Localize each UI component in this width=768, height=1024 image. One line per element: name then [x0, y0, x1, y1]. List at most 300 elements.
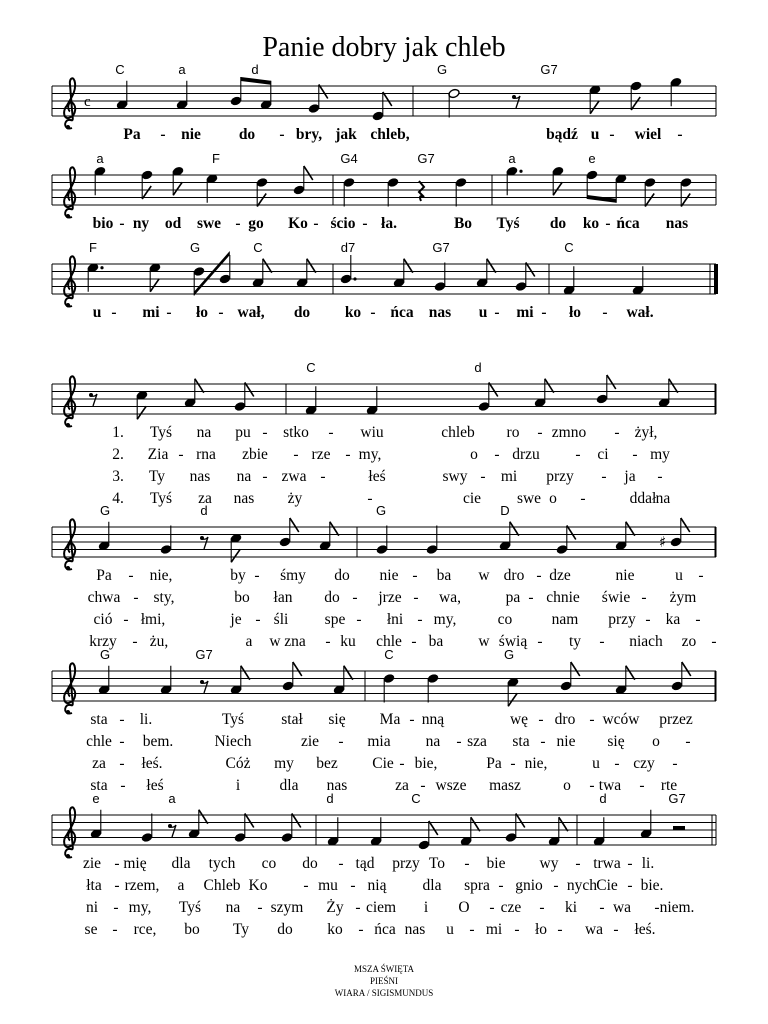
lyric-syllable: za — [395, 777, 409, 794]
flag — [489, 383, 498, 397]
note — [260, 81, 272, 110]
note — [94, 166, 106, 195]
note — [87, 262, 104, 291]
lyric-syllable: u — [592, 755, 600, 772]
lyric-syllable: - — [685, 733, 691, 750]
lyric-syllable: - — [119, 711, 125, 728]
flag — [195, 379, 204, 393]
flag — [307, 259, 316, 273]
lyric-syllable: pu — [235, 424, 251, 441]
lyric-syllable: mi — [516, 304, 534, 321]
note — [552, 166, 564, 195]
lyric-syllable: - — [645, 611, 651, 628]
flag — [571, 662, 580, 676]
lyric-syllable: stał — [281, 711, 303, 728]
lyric-syllable: - — [411, 633, 417, 650]
flag — [344, 666, 353, 680]
lyric-syllable: chleb, — [370, 126, 410, 143]
lyric-syllable: Tyś — [149, 490, 173, 507]
lyric-syllable: drzu — [512, 446, 540, 463]
note — [499, 522, 519, 551]
beam — [241, 77, 271, 85]
lyric-syllable: przy — [546, 468, 574, 485]
lyric-syllable: - — [677, 126, 683, 143]
lyric-syllable: wa, — [439, 589, 461, 606]
note — [383, 673, 395, 702]
lyric-syllable: - — [537, 424, 543, 441]
lyric-syllable: chnie — [546, 589, 580, 606]
flag — [681, 518, 690, 532]
lyric-syllable: ńca — [616, 215, 640, 232]
lyric-syllable: - — [464, 855, 470, 872]
lyric-syllable: nie — [181, 126, 201, 143]
lyric-syllable: dro — [554, 711, 576, 728]
lyric-syllable: się — [328, 711, 346, 728]
flag — [330, 522, 339, 536]
flag — [429, 821, 438, 835]
lyric-syllable: łeś — [146, 777, 164, 794]
lyric-syllable: ddał — [629, 490, 657, 507]
lyric-syllable: - — [528, 589, 534, 606]
lyric-syllable: dla — [171, 855, 191, 872]
lyric-syllable: - — [614, 424, 620, 441]
lyric-syllable: u — [675, 567, 683, 584]
lyric-syllable: 4. — [112, 490, 124, 507]
lyric-syllable: co — [497, 611, 513, 628]
flag — [626, 522, 635, 536]
lyric-syllable: o — [652, 733, 660, 750]
lyric-syllable: Tyś — [178, 899, 202, 916]
lyric-syllable: mia — [367, 733, 391, 750]
lyric-syllable: Cie — [596, 877, 618, 894]
note — [279, 518, 299, 547]
lyric-syllable: my — [274, 755, 294, 772]
lyric-syllable: Pa — [486, 755, 502, 772]
lyric-syllable: - — [601, 468, 607, 485]
note — [141, 814, 153, 843]
lyric-syllable: o — [549, 490, 557, 507]
lyric-syllable: nie, — [524, 755, 548, 772]
note — [327, 817, 339, 846]
lyric-syllable: ba — [428, 633, 444, 650]
lyric-syllable: 2. — [112, 446, 124, 463]
lyric-syllable: - — [654, 899, 660, 916]
lyric-syllable: chleb — [441, 424, 475, 441]
flag — [404, 259, 413, 273]
lyric-syllable: ki — [564, 899, 578, 916]
lyric-syllable: - — [293, 446, 299, 463]
lyric-syllable: swe — [516, 490, 542, 507]
note — [305, 386, 317, 415]
lyric-syllable: śmy — [280, 567, 306, 584]
lyric-syllable: - — [313, 215, 319, 232]
chord-symbol: a — [178, 62, 186, 77]
lyric-syllable: sta — [90, 711, 108, 728]
lyric-syllable: dla — [422, 877, 442, 894]
lyric-syllable: - — [362, 215, 368, 232]
lyric-syllable: - — [320, 468, 326, 485]
lyric-syllable: - — [355, 899, 361, 916]
lyric-syllable: - — [128, 567, 134, 584]
lyric-syllable: - — [120, 777, 126, 794]
lyric-syllable: Ty — [148, 468, 166, 485]
lyric-syllable: niem. — [659, 899, 695, 916]
treble-clef-dot — [66, 566, 70, 570]
flag — [263, 259, 272, 273]
note — [586, 170, 598, 199]
lyric-syllable: zwa — [281, 468, 307, 485]
lyric-syllable: co — [261, 855, 277, 872]
lyric-syllable: ja — [624, 468, 636, 485]
lyric-syllable: - — [599, 899, 605, 916]
note — [593, 817, 605, 846]
chord-symbol: C — [384, 647, 394, 662]
footer-credits — [335, 964, 434, 998]
lyric-syllable: Bo — [453, 215, 473, 232]
lyric-syllable: rzem, — [124, 877, 160, 894]
note — [548, 817, 568, 846]
lyric-syllable: - — [539, 899, 545, 916]
lyric-syllable: jrze — [378, 589, 402, 606]
lyric-syllable: nas — [326, 777, 348, 794]
lyric-syllable: szym — [270, 899, 304, 916]
chord-symbol: C — [564, 240, 574, 255]
lyric-syllable: krzy — [89, 633, 117, 650]
lyric-syllable: od — [164, 215, 182, 232]
lyric-syllable: ko — [582, 215, 600, 232]
lyric-syllable: się — [607, 733, 625, 750]
chord-symbol: F — [212, 151, 220, 166]
lyric-syllable: trwa — [593, 855, 621, 872]
chord-symbol: d7 — [340, 240, 356, 255]
lyric-syllable: mi — [500, 468, 518, 485]
lyric-syllable: - — [553, 877, 559, 894]
lyric-syllable: - — [639, 777, 645, 794]
lyric-syllable: dze — [549, 567, 571, 584]
lyric-syllable: - — [254, 567, 260, 584]
sharp-icon: ♯ — [659, 533, 667, 551]
chord-symbol: G7 — [417, 151, 435, 166]
note — [230, 77, 242, 106]
note — [418, 821, 438, 850]
lyric-syllable: wa — [584, 921, 604, 938]
eighth-rest-stem — [91, 394, 97, 406]
lyric-syllable: - — [695, 611, 701, 628]
note — [149, 262, 161, 291]
lyric-syllable: - — [575, 446, 581, 463]
lyric-syllable: na — [425, 733, 441, 750]
flag — [231, 549, 240, 562]
flag — [293, 662, 302, 676]
chord-symbol: G — [375, 503, 387, 518]
lyric-syllable: - — [632, 446, 638, 463]
note — [506, 166, 523, 195]
lyric-syllable: bądź — [546, 126, 578, 143]
flag — [590, 101, 599, 114]
note — [427, 673, 439, 702]
note — [376, 526, 388, 555]
lyric-syllable: ńca — [374, 921, 396, 938]
note — [160, 526, 172, 555]
lyric-syllable: Ty — [232, 921, 250, 938]
lyric-syllable: spe — [324, 611, 346, 628]
lyric-syllable: - — [325, 633, 331, 650]
staff-system — [52, 151, 716, 232]
lyric-syllable: - — [358, 921, 364, 938]
lyric-syllable: na — [225, 899, 241, 916]
lyric-syllable: bo — [184, 921, 200, 938]
lyric-syllable: tych — [208, 855, 236, 872]
note — [478, 383, 498, 412]
note — [281, 814, 301, 843]
lyric-syllable: - — [303, 877, 309, 894]
note — [671, 662, 691, 691]
lyric-syllable: - — [609, 126, 615, 143]
lyric-syllable: w — [478, 567, 490, 584]
lyric-syllable: łni — [386, 611, 404, 628]
lyric-syllable: - — [123, 611, 129, 628]
flag — [545, 379, 554, 393]
lyric-syllable: Niech — [214, 733, 252, 750]
chord-symbol: G7 — [195, 647, 213, 662]
flag — [290, 518, 299, 532]
note — [252, 259, 272, 288]
chord-symbol: G4 — [340, 151, 358, 166]
chord-symbol: d — [599, 791, 607, 806]
lyric-syllable: a — [177, 877, 185, 894]
lyric-syllable: - — [409, 711, 415, 728]
lyric-syllable: Pa — [96, 567, 112, 584]
lyric-syllable: - — [627, 855, 633, 872]
note — [476, 259, 496, 288]
lyric-syllable: nas — [189, 468, 211, 485]
chord-symbol: C — [306, 360, 316, 375]
lyric-syllable: - — [589, 777, 595, 794]
flag — [607, 375, 616, 389]
lyric-syllable: je — [230, 611, 242, 628]
lyric-syllable: - — [494, 304, 500, 321]
lyric-syllable: Tyś — [496, 215, 520, 232]
lyric-syllable: żym — [669, 589, 697, 606]
chord-symbol: C — [253, 240, 263, 255]
note — [234, 814, 254, 843]
lyric-syllable: bo — [234, 589, 250, 606]
treble-clef-dot — [66, 125, 70, 129]
lyric-syllable: Cie — [372, 755, 394, 772]
note — [632, 266, 644, 295]
lyric-syllable: - — [255, 611, 261, 628]
lyric-syllable: wców — [602, 711, 640, 728]
lyric-syllable: - — [541, 304, 547, 321]
note — [563, 266, 575, 295]
note — [460, 817, 480, 846]
lyric-syllable: zo — [681, 633, 697, 650]
lyric-syllable: - — [113, 899, 119, 916]
lyric-syllable: - — [133, 589, 139, 606]
staff-system — [52, 791, 716, 938]
lyric-syllable: bem. — [142, 733, 174, 750]
lyric-syllable: - — [580, 490, 586, 507]
song-title: Panie dobry jak chleb — [262, 32, 506, 63]
lyric-syllable: ło — [534, 921, 548, 938]
lyric-syllable: przez — [659, 711, 693, 728]
lyric-syllable: - — [132, 633, 138, 650]
lyric-syllable: śli — [273, 611, 289, 628]
lyric-syllable: - — [328, 424, 334, 441]
flag — [567, 526, 576, 540]
lyric-syllable: - — [510, 755, 516, 772]
flag — [526, 263, 535, 277]
flag — [516, 814, 525, 828]
lyric-syllable: do — [334, 567, 350, 584]
note — [596, 375, 616, 404]
lyric-syllable: ty — [568, 633, 582, 650]
lyric-syllable: a — [245, 633, 253, 650]
lyric-syllable: - — [119, 733, 125, 750]
lyric-syllable: - — [166, 304, 172, 321]
flag — [245, 814, 254, 828]
chord-symbol: G7 — [668, 791, 686, 806]
lyric-syllable: bez — [316, 755, 338, 772]
chord-symbol: d — [200, 503, 208, 518]
lyric-syllable: - — [399, 755, 405, 772]
note — [366, 386, 378, 415]
lyric-syllable: u — [478, 304, 488, 321]
lyric-syllable: ko — [327, 921, 343, 938]
lyric-syllable: nas — [233, 490, 255, 507]
lyric-syllable: - — [538, 711, 544, 728]
lyric-syllable: wa — [612, 899, 632, 916]
staff-system — [52, 647, 716, 794]
lyric-syllable: - — [352, 589, 358, 606]
flag — [199, 810, 208, 824]
lyric-syllable: - — [711, 633, 717, 650]
note — [370, 817, 382, 846]
lyric-syllable: niach — [629, 633, 663, 650]
lyric-syllable: ba — [436, 567, 452, 584]
lyric-syllable: ńca — [390, 304, 414, 321]
chord-symbol: e — [92, 791, 100, 806]
lyric-syllable: - — [614, 755, 620, 772]
lyric-syllable: sty, — [153, 589, 175, 606]
chord-symbol: d — [251, 62, 259, 77]
note — [188, 810, 208, 839]
lyric-syllable: - — [469, 921, 475, 938]
lyric-syllable: - — [356, 611, 362, 628]
lyric-syllable: za — [198, 490, 212, 507]
lyric-syllable: rte — [660, 777, 678, 794]
chord-symbol: a — [96, 151, 104, 166]
lyric-syllable: do — [302, 855, 318, 872]
note — [448, 88, 460, 117]
note — [644, 177, 656, 206]
lyric-syllable: nam — [551, 611, 579, 628]
note — [658, 379, 678, 408]
lyric-syllable: ścio — [330, 215, 356, 232]
lyric-syllable: - — [575, 855, 581, 872]
lyric-syllable: przy — [608, 611, 636, 628]
lyric-syllable: li. — [641, 855, 655, 872]
lyric-syllable: - — [412, 567, 418, 584]
lyric-syllable: - — [672, 755, 678, 772]
lyric-syllable: rze — [311, 446, 331, 463]
lyric-syllable: bie. — [640, 877, 664, 894]
lyric-syllable: sta — [90, 777, 108, 794]
lyric-syllable: zbie — [242, 446, 268, 463]
chord-symbol: G — [436, 62, 448, 77]
lyric-syllable: - — [489, 899, 495, 916]
note — [176, 81, 188, 110]
lyric-syllable: - — [114, 855, 120, 872]
lyric-syllable: mi — [142, 304, 160, 321]
lyric-syllable: Tyś — [149, 424, 173, 441]
note — [673, 826, 685, 830]
dot — [353, 277, 356, 280]
lyric-syllable: Tyś — [221, 711, 245, 728]
lyric-syllable: - — [178, 446, 184, 463]
lyric-syllable: zie — [300, 733, 320, 750]
flag — [487, 259, 496, 273]
note — [434, 263, 446, 292]
lyric-syllable: - — [338, 733, 344, 750]
lyric-syllable: swy — [442, 468, 468, 485]
note — [234, 383, 254, 412]
half-rest-icon — [673, 826, 685, 830]
lyric-syllable: świą — [498, 633, 528, 650]
lyric-syllable: pa — [505, 589, 521, 606]
lyric-syllable: nas — [428, 304, 452, 321]
eighth-rest-stem — [202, 537, 208, 549]
lyric-syllable: mię — [123, 855, 147, 872]
flag — [682, 662, 691, 676]
note — [160, 666, 172, 695]
note — [505, 814, 525, 843]
lyric-syllable: ro — [506, 424, 520, 441]
lyric-syllable: nie — [615, 567, 635, 584]
lyric-syllable: łan — [273, 589, 293, 606]
chord-symbol: d — [474, 360, 482, 375]
note — [670, 77, 682, 106]
lyric-syllable: - — [540, 733, 546, 750]
lyric-syllable: wiel — [634, 126, 662, 143]
note — [319, 522, 339, 551]
lyric-syllable: To — [428, 855, 446, 872]
lyric-syllable: wał. — [626, 304, 654, 321]
note — [308, 85, 328, 114]
flag — [137, 406, 146, 419]
lyric-syllable: w — [478, 633, 490, 650]
lyric-syllable: ło — [195, 304, 209, 321]
lyric-syllable: Ży — [326, 899, 344, 916]
treble-clef-dot — [66, 710, 70, 714]
lyric-syllable: - — [420, 777, 426, 794]
note — [206, 173, 218, 202]
lyric-syllable: wiu — [360, 424, 384, 441]
lyric-syllable: Ko — [248, 877, 268, 894]
lyric-syllable: my, — [128, 899, 152, 916]
flag — [626, 666, 635, 680]
note — [426, 526, 438, 555]
staff-system — [52, 62, 716, 143]
lyric-syllable: swe — [196, 215, 222, 232]
footer-line-source: WIARA / SIGISMUNDUS — [334, 988, 434, 998]
note — [387, 177, 399, 206]
treble-clef-dot — [66, 423, 70, 427]
note — [615, 522, 635, 551]
lyric-syllable: do — [324, 589, 340, 606]
note — [615, 173, 627, 202]
lyric-syllable: - — [257, 899, 263, 916]
